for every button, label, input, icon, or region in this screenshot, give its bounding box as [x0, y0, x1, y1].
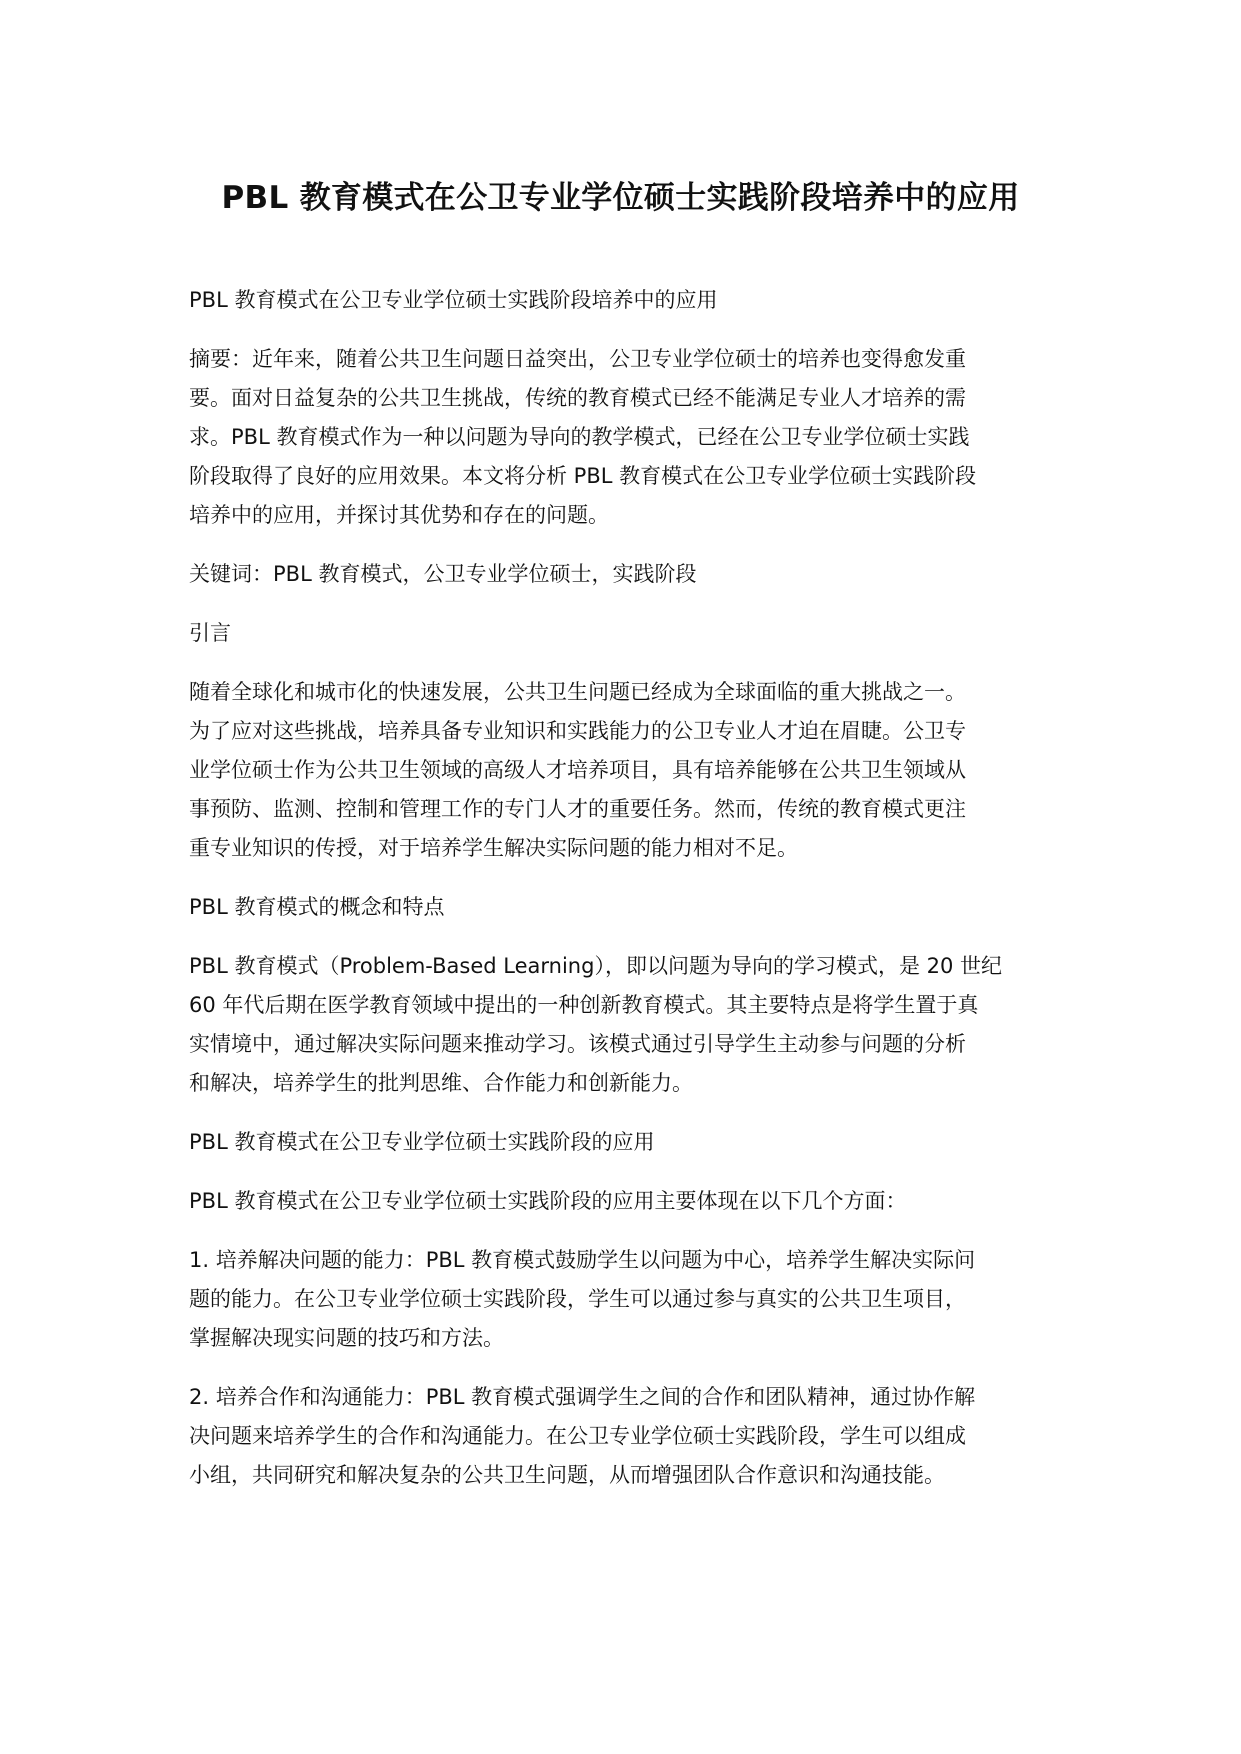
application-intro: PBL 教育模式在公卫专业学位硕士实践阶段的应用主要体现在以下几个方面： — [189, 1189, 907, 1213]
text-line: 事预防、监测、控制和管理工作的专门人才的重要任务。然而，传统的教育模式更注 — [189, 797, 966, 821]
text-line: 2. 培养合作和沟通能力：PBL 教育模式强调学生之间的合作和团队精神，通过协作解 — [189, 1385, 976, 1409]
text-line: 小组，共同研究和解决复杂的公共卫生问题，从而增强团队合作意识和沟通技能。 — [189, 1463, 945, 1487]
text-line: 要。面对日益复杂的公共卫生挑战，传统的教育模式已经不能满足专业人才培养的需 — [189, 386, 966, 410]
section-heading-intro: 引言 — [189, 621, 231, 645]
text-line: 决问题来培养学生的合作和沟通能力。在公卫专业学位硕士实践阶段，学生可以组成 — [189, 1424, 966, 1448]
document-title: PBL 教育模式在公卫专业学位硕士实践阶段培养中的应用 — [221, 180, 1020, 216]
text-line: 实情境中，通过解决实际问题来推动学习。该模式通过引导学生主动参与问题的分析 — [189, 1032, 966, 1056]
text-line: 求。PBL 教育模式作为一种以问题为导向的教学模式，已经在公卫专业学位硕士实践 — [189, 425, 970, 449]
text-line: 掌握解决现实问题的技巧和方法。 — [189, 1326, 504, 1350]
text-line: 重专业知识的传授，对于培养学生解决实际问题的能力相对不足。 — [189, 836, 798, 860]
text-line: 为了应对这些挑战，培养具备专业知识和实践能力的公卫专业人才迫在眉睫。公卫专 — [189, 719, 966, 743]
text-line: 阶段取得了良好的应用效果。本文将分析 PBL 教育模式在公卫专业学位硕士实践阶段 — [189, 464, 977, 488]
text-line: 随着全球化和城市化的快速发展，公共卫生问题已经成为全球面临的重大挑战之一。 — [189, 680, 966, 704]
text-line: 1. 培养解决问题的能力：PBL 教育模式鼓励学生以问题为中心，培养学生解决实际问 — [189, 1248, 976, 1272]
text-line: 业学位硕士作为公共卫生领域的高级人才培养项目，具有培养能够在公共卫生领域从 — [189, 758, 966, 782]
list-item-point-1 — [189, 1241, 1050, 1358]
keywords: 关键词：PBL 教育模式，公卫专业学位硕士，实践阶段 — [189, 562, 697, 586]
text-line: 培养中的应用，并探讨其优势和存在的问题。 — [189, 503, 609, 527]
subtitle: PBL 教育模式在公卫专业学位硕士实践阶段培养中的应用 — [189, 288, 718, 312]
abstract-paragraph — [189, 340, 1050, 535]
document-body — [189, 281, 1050, 1515]
text-line: 题的能力。在公卫专业学位硕士实践阶段，学生可以通过参与真实的公共卫生项目， — [189, 1287, 966, 1311]
text-line: 和解决，培养学生的批判思维、合作能力和创新能力。 — [189, 1071, 693, 1095]
concept-paragraph — [189, 947, 1050, 1103]
text-line: PBL 教育模式（Problem-Based Learning），即以问题为导向的学习模式，是 20 世纪 — [189, 954, 1003, 978]
section-heading-application: PBL 教育模式在公卫专业学位硕士实践阶段的应用 — [189, 1130, 655, 1154]
intro-paragraph — [189, 673, 1050, 868]
text-line: 摘要：近年来，随着公共卫生问题日益突出，公卫专业学位硕士的培养也变得愈发重 — [189, 347, 966, 371]
list-item-point-2 — [189, 1378, 1050, 1495]
section-heading-concept: PBL 教育模式的概念和特点 — [189, 895, 445, 919]
text-line: 60 年代后期在医学教育领域中提出的一种创新教育模式。其主要特点是将学生置于真 — [189, 993, 979, 1017]
